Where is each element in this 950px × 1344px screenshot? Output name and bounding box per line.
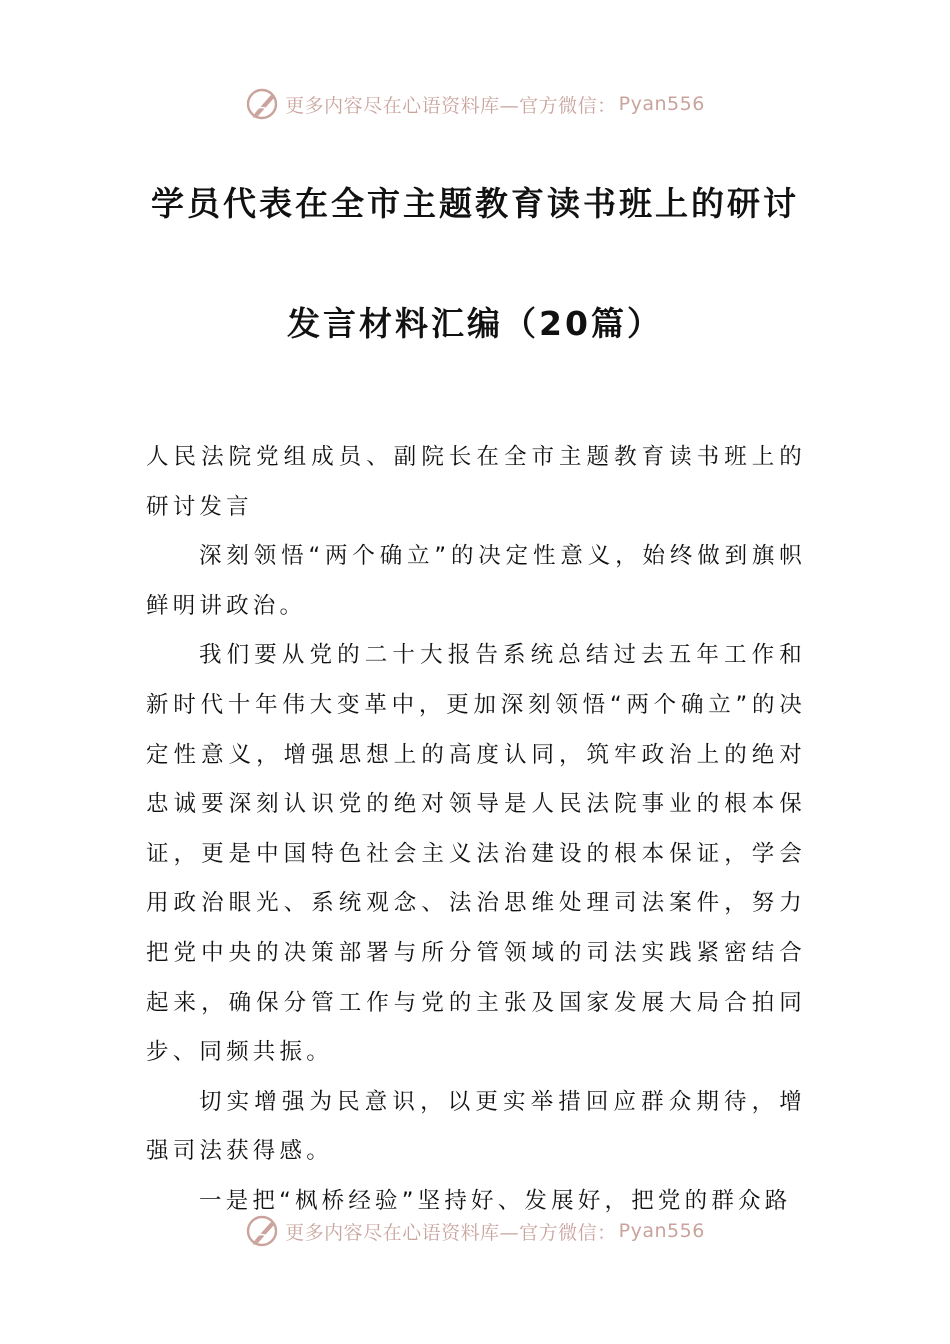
pen-logo-icon [245,86,281,122]
pen-logo-icon [245,1213,281,1249]
paragraph-heading: 人民法院党组成员、副院长在全市主题教育读书班上的研讨发言 [146,444,806,520]
document-title-line2: 发言材料汇编（20篇） [287,304,663,343]
document-body [146,433,806,1227]
watermark-wechat-id: Pyan556 [618,93,705,115]
document-title-line1: 学员代表在全市主题教育读书班上的研讨 [151,184,799,223]
paragraph: 一是把“枫桥经验”坚持好、发展好，把党的群众路 [199,1187,792,1214]
watermark-wechat-id: Pyan556 [618,1220,705,1242]
footer-watermark [0,1211,950,1251]
paragraph: 切实增强为民意识，以更实举措回应群众期待，增强司法获得感。 [146,1088,806,1165]
paragraph: 深刻领悟“两个确立”的决定性意义，始终做到旗帜鲜明讲政治。 [146,543,806,619]
paragraph: 我们要从党的二十大报告系统总结过去五年工作和新时代十年伟大变革中，更加深刻领悟“两个确立”的决定性意义，增强思想上的高度认同，筑牢政治上的绝对忠诚要深刻认识党的绝对领导是人民法院事业的根本保证，更是中国特色社会主义法治建设的根本保证，学会用政治眼光、系统观念、法治思维处理司法案件，努力把党中央的决策部署与所分管领域的司法实践紧密结合起来，确保分管工作与党的主张及国家发展大局合拍同步、同频共振。 [146,642,806,1066]
watermark-text: 更多内容尽在心语资料库—官方微信： [285,94,617,117]
watermark-text: 更多内容尽在心语资料库—官方微信： [285,1221,617,1244]
header-watermark [0,84,950,124]
